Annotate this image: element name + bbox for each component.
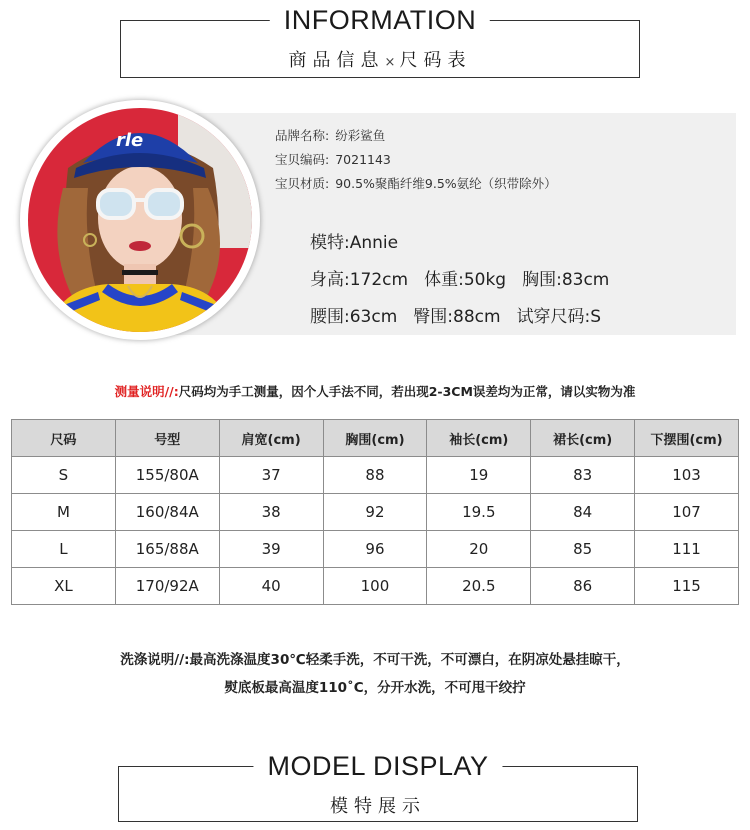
subtitle-product-info: 商品信息: [288, 50, 385, 71]
table-row: [12, 494, 739, 531]
model-body-line-1: [310, 267, 609, 304]
header-shoulder: 肩宽(cm): [219, 420, 323, 457]
washing-instructions: [0, 646, 750, 702]
table-cell: 37: [219, 457, 323, 494]
header-fit: 号型: [115, 420, 219, 457]
subtitle-size-chart: 尺码表: [399, 50, 472, 71]
table-cell: 165/88A: [115, 531, 219, 568]
spec-code-label: 宝贝编码:: [275, 152, 330, 167]
spec-material: [275, 172, 557, 196]
product-spec-list: [275, 124, 557, 196]
table-cell: 115: [635, 568, 739, 605]
table-cell: 103: [635, 457, 739, 494]
information-header: [120, 5, 640, 78]
model-size: 试穿尺码:S: [516, 307, 602, 327]
table-cell: 40: [219, 568, 323, 605]
model-display-header: [118, 751, 638, 822]
spec-material-label: 宝贝材质:: [275, 176, 330, 191]
measurement-note-text: 尺码均为手工测量，因个人手法不同，若出现2-3CM误差均为正常，请以实物为准: [178, 384, 636, 399]
model-height: 身高:172cm: [310, 270, 409, 290]
model-body-line-2: [310, 304, 609, 341]
table-row: [12, 531, 739, 568]
header-bust: 胸围(cm): [323, 420, 427, 457]
table-cell: 20: [427, 531, 531, 568]
table-cell: 86: [531, 568, 635, 605]
table-cell: 160/84A: [115, 494, 219, 531]
table-cell: 20.5: [427, 568, 531, 605]
table-cell: 85: [531, 531, 635, 568]
table-cell: 84: [531, 494, 635, 531]
model-display-subtitle: 模特展示: [330, 796, 426, 817]
table-cell: M: [12, 494, 116, 531]
portrait-illustration: [28, 108, 252, 332]
table-cell: 88: [323, 457, 427, 494]
spec-brand: [275, 124, 557, 148]
table-cell: S: [12, 457, 116, 494]
table-cell: L: [12, 531, 116, 568]
table-cell: 170/92A: [115, 568, 219, 605]
table-cell: 96: [323, 531, 427, 568]
model-weight: 体重:50kg: [424, 270, 507, 290]
model-name: 模特:Annie: [310, 233, 399, 253]
measurement-note-prefix: 测量说明//:: [114, 384, 179, 399]
size-chart-table: [11, 419, 739, 605]
table-row: [12, 457, 739, 494]
table-cell: 111: [635, 531, 739, 568]
table-cell: 100: [323, 568, 427, 605]
table-cell: 92: [323, 494, 427, 531]
washing-line-2: 熨底板最高温度110˚C，分开水洗，不可甩干绞拧: [224, 680, 526, 696]
table-cell: 39: [219, 531, 323, 568]
table-cell: XL: [12, 568, 116, 605]
table-cell: 19.5: [427, 494, 531, 531]
table-row: [12, 568, 739, 605]
model-bust: 胸围:83cm: [522, 270, 610, 290]
header-skirt-length: 裙长(cm): [531, 420, 635, 457]
header-hem: 下摆围(cm): [635, 420, 739, 457]
model-hip: 臀围:88cm: [413, 307, 501, 327]
spec-code: [275, 148, 557, 172]
spec-brand-value: 纷彩鲨鱼: [335, 128, 386, 143]
table-cell: 19: [427, 457, 531, 494]
measurement-note: [0, 382, 750, 400]
model-portrait-photo: [28, 108, 252, 332]
subtitle-separator: ×: [384, 55, 400, 70]
information-title: INFORMATION: [270, 5, 490, 35]
spec-brand-label: 品牌名称:: [275, 128, 330, 143]
model-waist: 腰围:63cm: [310, 307, 398, 327]
spec-code-value: 7021143: [335, 152, 391, 167]
model-photo-frame: [20, 100, 260, 340]
table-cell: 155/80A: [115, 457, 219, 494]
model-measurements: [310, 230, 609, 341]
table-cell: 107: [635, 494, 739, 531]
table-cell: 83: [531, 457, 635, 494]
spec-material-value: 90.5%聚酯纤维9.5%氨纶（织带除外）: [335, 176, 557, 191]
table-cell: 38: [219, 494, 323, 531]
table-header-row: [12, 420, 739, 457]
header-sleeve: 袖长(cm): [427, 420, 531, 457]
washing-line-1: 洗涤说明//:最高洗涤温度30℃轻柔手洗，不可干洗，不可漂白，在阴凉处悬挂晾干，: [120, 652, 630, 668]
model-display-title: MODEL DISPLAY: [253, 751, 502, 781]
svg-text:rle: rle: [116, 130, 144, 151]
information-subtitle: [121, 46, 639, 72]
header-size: 尺码: [12, 420, 116, 457]
